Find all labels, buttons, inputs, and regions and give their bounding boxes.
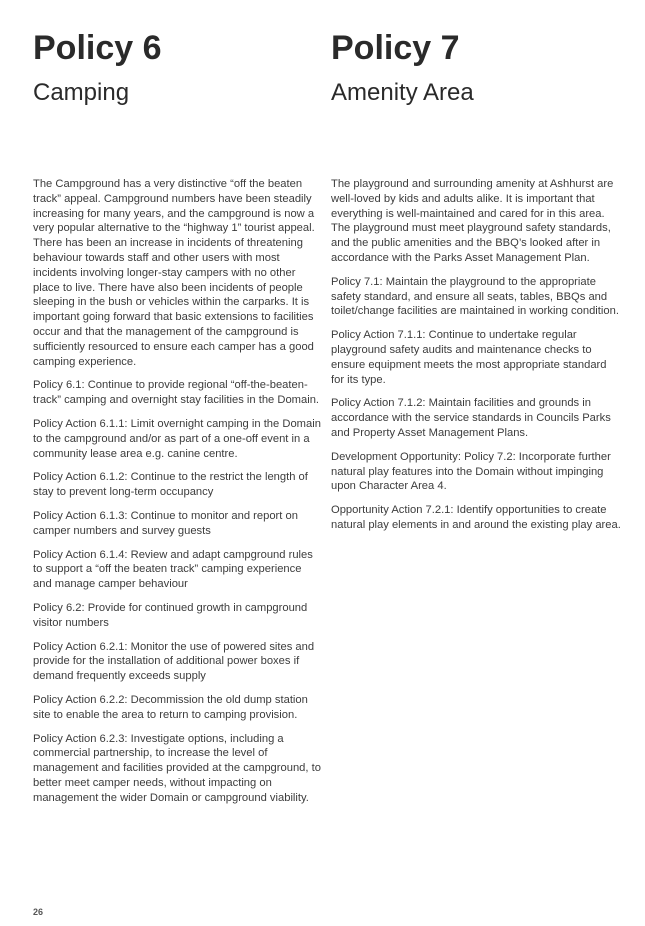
policy-action-6-1-2-paragraph: Policy Action 6.1.2: Continue to the restrict the length of stay to prevent long-term occupancy [33,471,308,499]
policy-action-6-2-2-paragraph: Policy Action 6.2.2: Decommission the old dump station site to enable the area to return to camping provision. [33,693,308,721]
development-opportunity-7-2-paragraph: Development Opportunity: Policy 7.2: Incorporate further natural play features into the Domain without impinging upon Character Area 4. [331,450,611,493]
policy-6-intro-paragraph: The Campground has a very distinctive “off the beaten track” appeal. Campground numbers have been steadily increasing for many years, and the campground is now a very popular alternative to the “highway 1” tourist appeal. There has been an increase in incidents of threatening behaviour towards staff and other users with most incidents involving longer-stay campers with no other place to live. There have also been incidents of people sleeping in the bush or vehicles within the carparks. It is important going forward that basic extensions to facilities occur and that the management of the campground is sufficiently resourced to ensure each camper has a good camping experience. [33,178,315,368]
policy-7-body [331,177,621,542]
policy-6-2-paragraph: Policy 6.2: Provide for continued growth in campground visitor numbers [33,601,308,629]
policy-action-6-1-3-paragraph: Policy Action 6.1.3: Continue to monitor and report on camper numbers and survey guests [33,509,298,537]
policy-action-6-1-4-paragraph: Policy Action 6.1.4: Review and adapt campground rules to support a “off the beaten track” camping experience and manage camper behaviour [33,548,313,591]
policy-6-heading: Policy 6 [33,29,162,67]
policy-action-6-2-3-paragraph: Policy Action 6.2.3: Investigate options, including a commercial partnership, to increase the level of management and facilities provided at the campground, to better meet camper needs, without impacting on management the wider Domain or campground viability. [33,732,321,804]
policy-6-1-paragraph: Policy 6.1: Continue to provide regional “off-the-beaten-track” camping and overnight stay facilities in the Domain. [33,379,320,407]
policy-7-heading: Policy 7 [331,29,460,67]
policy-action-6-2-1-paragraph: Policy Action 6.2.1: Monitor the use of powered sites and provide for the installation of additional power boxes if demand frequently exceeds supply [33,640,315,683]
policy-action-6-1-1-paragraph: Policy Action 6.1.1: Limit overnight camping in the Domain to the campground and/or as part of a one-off event in a community lease area e.g. canine centre. [33,417,321,460]
page-number: 26 [33,907,44,917]
policy-7-1-paragraph: Policy 7.1: Maintain the playground to the appropriate safety standard, and ensure all seats, tables, BBQs and toilet/change facilities are maintained in working condition. [331,275,619,318]
policy-7-intro-paragraph: The playground and surrounding amenity at Ashhurst are well-loved by kids and adults alike. It is important that everything is well-maintained and cared for in this area. The playground must meet playground safety standards, and the public amenities and the BBQ’s looked after in accordance with the Parks Asset Management Plan. [331,178,614,264]
policy-6-subtitle: Camping [33,79,130,106]
opportunity-action-7-2-1-paragraph: Opportunity Action 7.2.1: Identify opportunities to create natural play elements in and around the existing play area. [331,504,621,531]
policy-6-body [33,177,321,814]
policy-action-7-1-2-paragraph: Policy Action 7.1.2: Maintain facilities and grounds in accordance with the service standards in Councils Parks and Property Asset Management Plans. [331,397,611,439]
policy-7-subtitle: Amenity Area [331,79,474,106]
policy-action-7-1-1-paragraph: Policy Action 7.1.1: Continue to undertake regular playground safety audits and maintenance checks to ensure equipment meets the most appropriate standard for its type. [331,329,607,386]
